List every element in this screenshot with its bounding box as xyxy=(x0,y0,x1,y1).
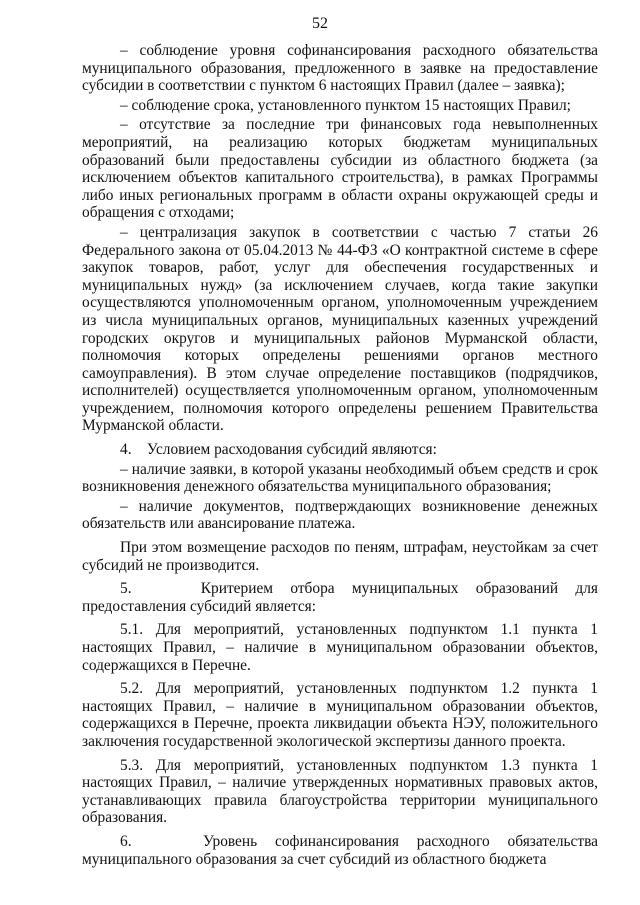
paragraph-documents-presence: – наличие документов, подтверждающих возникновение денежных обязательств или авансирование платежа. xyxy=(82,497,598,533)
paragraph-5-3: 5.3. Для мероприятий, установленных подпунктом 1.3 пункта 1 настоящих Правил, – наличие утвержденных нормативных правовых актов, устанавливающих правила благоустройства территории муниципального образования. xyxy=(82,756,598,827)
paragraph-application-presence: – наличие заявки, в которой указаны необходимый объем средств и срок возникновения денежного обязательства муниципального образования; xyxy=(82,460,598,496)
paragraph-section-6: 6. Уровень софинансирования расходного обязательства муниципального образования за счет субсидий из областного бюджета xyxy=(82,832,598,868)
paragraph-procurement-centralization: – централизация закупок в соответствии с частью 7 статьи 26 Федерального закона от 05.04.2013 № 44-ФЗ «О контрактной системе в сфере закупок товаров, работ, услуг для обеспечения государственных и муниципальных нужд» (за исключением случаев, когда такие закупки осуществляются уполномоченным органом, уполномоченным учреждением из числа муниципальных органов, муниципальных казенных учреждений городских округов и муниципальных районов Мурманской области, полномочия которых определены решениями органов местного самоуправления). В этом случае определение поставщиков (подрядчиков, исполнителей) осуществляется уполномоченным органом, уполномоченным учреждением, полномочия которого определены решением Правительства Мурманской области. xyxy=(82,223,598,435)
paragraph-5-1: 5.1. Для мероприятий, установленных подпунктом 1.1 пункта 1 настоящих Правил, – наличие в муниципальном образовании объектов, содержащихся в Перечне. xyxy=(82,621,598,674)
paragraph-5-2: 5.2. Для мероприятий, установленных подпунктом 1.2 пункта 1 настоящих Правил, – наличие в муниципальном образовании объектов, содержащихся в Перечне, проекта ликвидации объекта НЭУ, положительного заключения государственной экологической экспертизы данного проекта. xyxy=(82,680,598,750)
paragraph-penalties-note: При этом возмещение расходов по пеням, штрафам, неустойкам за счет субсидий не производится. xyxy=(82,539,598,574)
paragraph-cofinancing-level: – соблюдение уровня софинансирования расходного обязательства муниципального образования, предложенного в заявке на предоставление субсидии в соответствии с пунктом 6 настоящих Правил (далее – заявка); xyxy=(82,42,598,95)
paragraph-deadline-compliance: – соблюдение срока, установленного пунктом 15 настоящих Правил; xyxy=(120,96,571,114)
page-number: 52 xyxy=(312,15,328,32)
paragraph-section-5: 5. Критерием отбора муниципальных образований для предоставления субсидий является: xyxy=(82,580,598,615)
paragraph-no-unfulfilled-activities: – отсутствие за последние три финансовых года невыполненных мероприятий, на реализацию которых бюджетам муниципальных образований были предоставлены субсидии из областного бюджета (за исключением объектов капитального строительства), в рамках Программы либо иных региональных программ в области охраны окружающей среды и обращения с отходами; xyxy=(82,116,598,222)
paragraph-section-4: 4. Условием расходования субсидий являются: xyxy=(120,441,437,459)
document-body xyxy=(82,42,598,870)
